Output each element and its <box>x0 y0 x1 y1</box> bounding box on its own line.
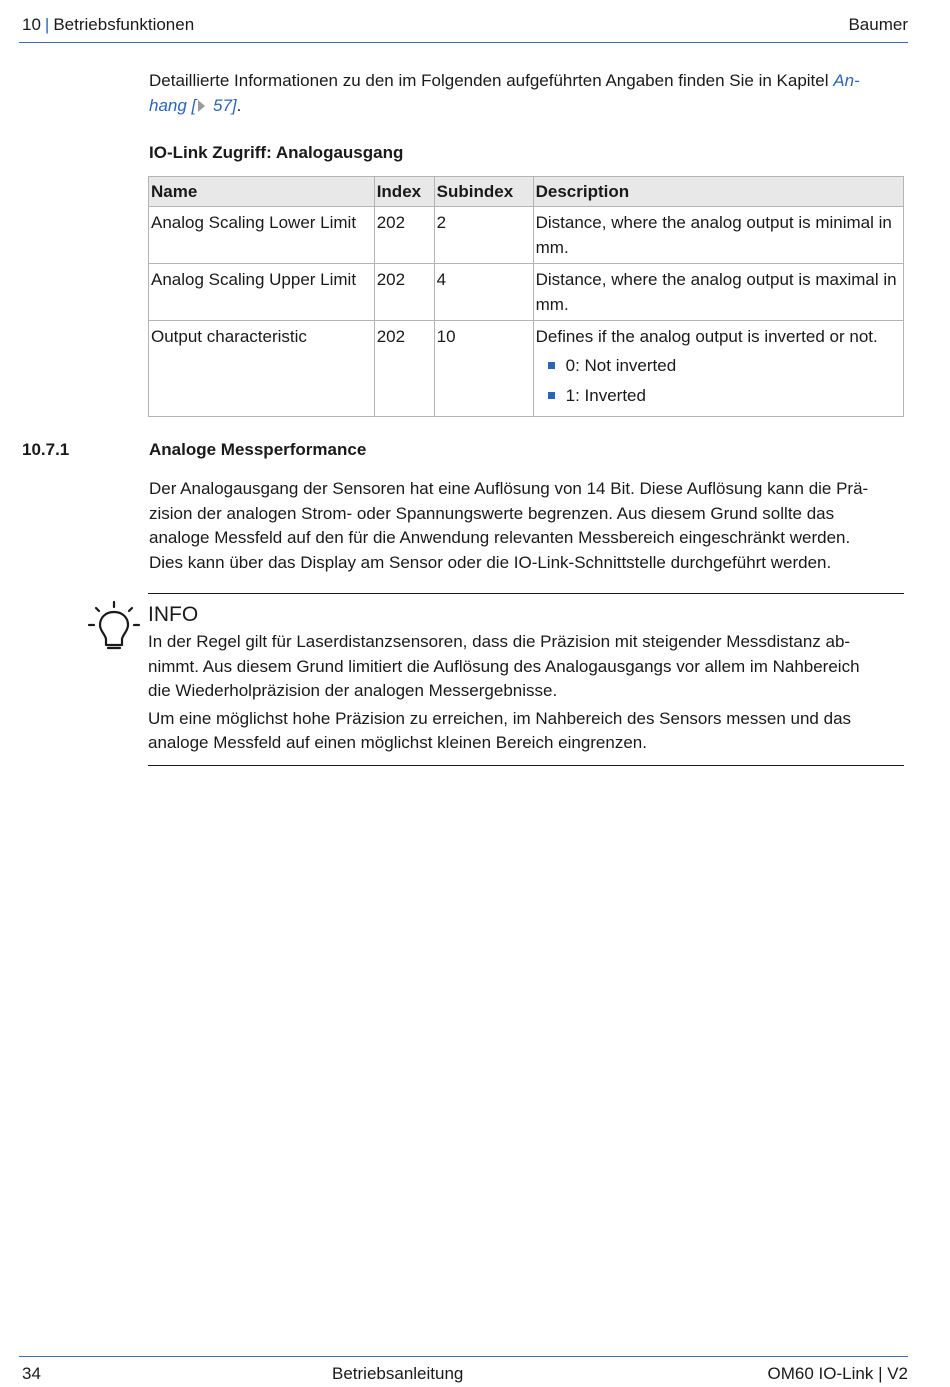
header-chapter <box>22 15 194 35</box>
appendix-link[interactable]: An- hang [ 57] <box>149 71 860 115</box>
text-line: Der Analogausgang der Sensoren hat eine Auflösung von 14 Bit. Diese Auflösung kann die Prä- <box>149 479 869 498</box>
cell-subindex: 10 <box>434 321 533 417</box>
text-line: In der Regel gilt für Laserdistanzsensoren, dass die Präzision mit steigender Messdistanz ab- <box>148 632 851 651</box>
text-line: analoge Messfeld auf einen möglichst kleinen Bereich eingrenzen. <box>148 733 647 752</box>
table-row <box>149 321 904 417</box>
column-header: Subindex <box>434 177 533 207</box>
chapter-title: Betriebsfunktionen <box>53 15 195 34</box>
footer-product: OM60 IO-Link | V2 <box>767 1364 908 1383</box>
list-item: 1: Inverted <box>536 383 897 408</box>
text-line: nimmt. Aus diesem Grund limitiert die Auflösung des Analogausgangs vor allem im Nahbereich <box>148 656 860 676</box>
info-paragraph <box>148 630 904 704</box>
cell-name: Output characteristic <box>149 321 375 417</box>
page-footer <box>19 1356 908 1383</box>
intro-end: . <box>236 96 242 115</box>
chapter-number: 10 <box>22 15 41 34</box>
column-header: Description <box>533 177 903 207</box>
text-line: zision der analogen Strom- oder Spannungswerte begrenzen. Aus diesem Grund sollte das <box>149 503 835 523</box>
column-header: Name <box>149 177 375 207</box>
text-line: Um eine möglichst hohe Präzision zu erreichen, im Nahbereich des Sensors messen und das <box>148 708 852 728</box>
section-title: Analoge Messperformance <box>149 440 367 459</box>
description-text: Defines if the analog output is inverted or not. <box>535 327 878 346</box>
text-line: die Wiederholpräzision der analogen Messergebnisse. <box>148 681 558 700</box>
text-line: analoge Messfeld auf den für die Anwendung relevanten Messbereich eingeschränkt werden. <box>149 528 851 547</box>
cell-description <box>533 321 903 417</box>
cell-name: Analog Scaling Upper Limit <box>149 264 375 321</box>
footer-document-type: Betriebsanleitung <box>332 1364 464 1383</box>
column-header: Index <box>374 177 434 207</box>
header-separator: | <box>44 15 50 34</box>
page-reference-arrow-icon <box>198 100 205 112</box>
cell-description: Distance, where the analog output is maximal in mm. <box>533 264 903 321</box>
table-header-row <box>149 177 904 207</box>
table-caption: IO-Link Zugriff: Analogausgang <box>149 143 404 162</box>
intro-paragraph <box>149 68 909 118</box>
io-link-table <box>148 176 904 417</box>
text-line: Dies kann über das Display am Sensor oder die IO-Link-Schnittstelle durchgeführt werden. <box>149 552 832 572</box>
option-list <box>536 353 897 408</box>
section-body <box>149 477 909 575</box>
intro-text: Detaillierte Informationen zu den im Folgenden aufgeführten Angaben finden Sie in Kapitel <box>149 71 834 90</box>
cell-name: Analog Scaling Lower Limit <box>149 207 375 264</box>
cell-index: 202 <box>374 321 434 417</box>
table-row <box>149 207 904 264</box>
info-title: INFO <box>148 603 199 626</box>
info-box <box>148 593 904 766</box>
page-number: 34 <box>22 1364 41 1383</box>
cell-index: 202 <box>374 264 434 321</box>
cell-subindex: 2 <box>434 207 533 264</box>
lightbulb-icon <box>86 600 142 656</box>
info-paragraph <box>148 707 904 756</box>
cell-description: Distance, where the analog output is minimal in mm. <box>533 207 903 264</box>
cell-subindex: 4 <box>434 264 533 321</box>
cell-index: 202 <box>374 207 434 264</box>
list-item: 0: Not inverted <box>536 353 897 378</box>
section-number: 10.7.1 <box>22 440 70 459</box>
page-header <box>19 14 908 43</box>
header-brand: Baumer <box>848 15 908 34</box>
table-row <box>149 264 904 321</box>
